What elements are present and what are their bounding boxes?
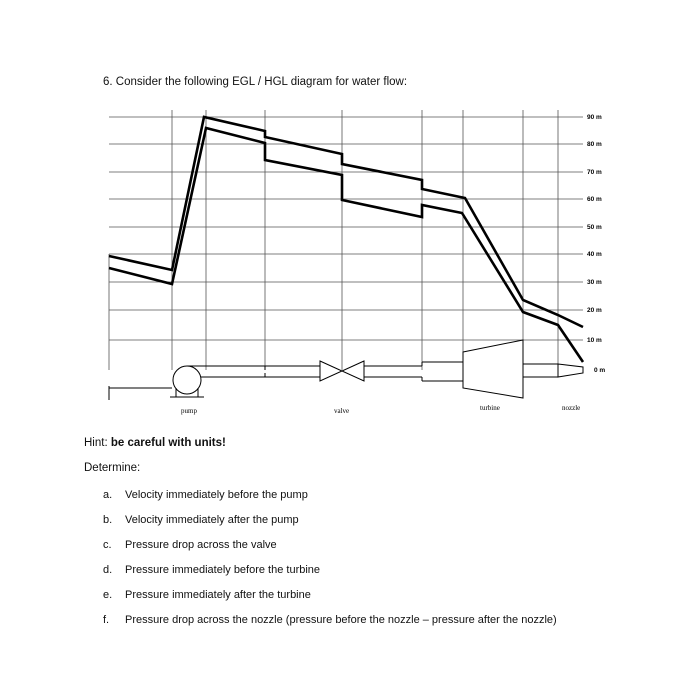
pump-symbol <box>173 366 201 394</box>
axis-label: 40 m <box>587 251 602 258</box>
turbine-label: turbine <box>480 404 500 412</box>
axis-label: 20 m <box>587 307 602 314</box>
elevation-axis <box>587 114 605 374</box>
pump-label: pump <box>181 407 197 415</box>
task-letter: a. <box>103 489 113 501</box>
nozzle-symbol <box>558 364 583 377</box>
question-title: 6. Consider the following EGL / HGL diagram for water flow: <box>103 76 408 88</box>
task-item <box>103 514 299 526</box>
task-item <box>103 589 311 601</box>
task-text: Velocity immediately before the pump <box>125 489 308 501</box>
task-item <box>103 614 557 626</box>
task-text: Pressure immediately after the turbine <box>125 589 311 601</box>
grid-vertical <box>109 110 558 370</box>
task-item <box>103 564 320 576</box>
axis-label: 90 m <box>587 114 602 121</box>
turbine-symbol <box>463 340 523 398</box>
axis-label: 50 m <box>587 224 602 231</box>
axis-label: 10 m <box>587 337 602 344</box>
hint <box>84 437 226 449</box>
axis-label: 80 m <box>587 141 602 148</box>
task-text: Pressure immediately before the turbine <box>125 564 321 576</box>
task-letter: c. <box>103 539 112 551</box>
determine-heading: Determine: <box>84 462 141 474</box>
valve-label: valve <box>334 407 350 415</box>
task-item <box>103 489 308 501</box>
axis-label: 0 m <box>594 367 606 374</box>
task-item <box>103 539 277 551</box>
axis-label: 60 m <box>587 196 602 203</box>
hint-emphasis: be careful with units! <box>110 437 226 449</box>
task-text: Velocity immediately after the pump <box>125 514 299 526</box>
axis-label: 70 m <box>587 169 602 176</box>
task-letter: d. <box>103 564 113 576</box>
task-letter: e. <box>103 589 113 601</box>
axis-label: 30 m <box>587 279 602 286</box>
nozzle-label: nozzle <box>562 404 581 412</box>
pipe-system <box>109 340 583 400</box>
task-text: Pressure drop across the nozzle (pressure before the nozzle – pressure after the nozzle) <box>125 614 557 626</box>
task-letter: b. <box>103 514 113 526</box>
task-text: Pressure drop across the valve <box>125 539 277 551</box>
hint-prefix: Hint: <box>84 437 111 449</box>
valve-symbol <box>320 361 342 381</box>
task-letter: f. <box>103 614 110 626</box>
hgl-line <box>109 128 583 362</box>
